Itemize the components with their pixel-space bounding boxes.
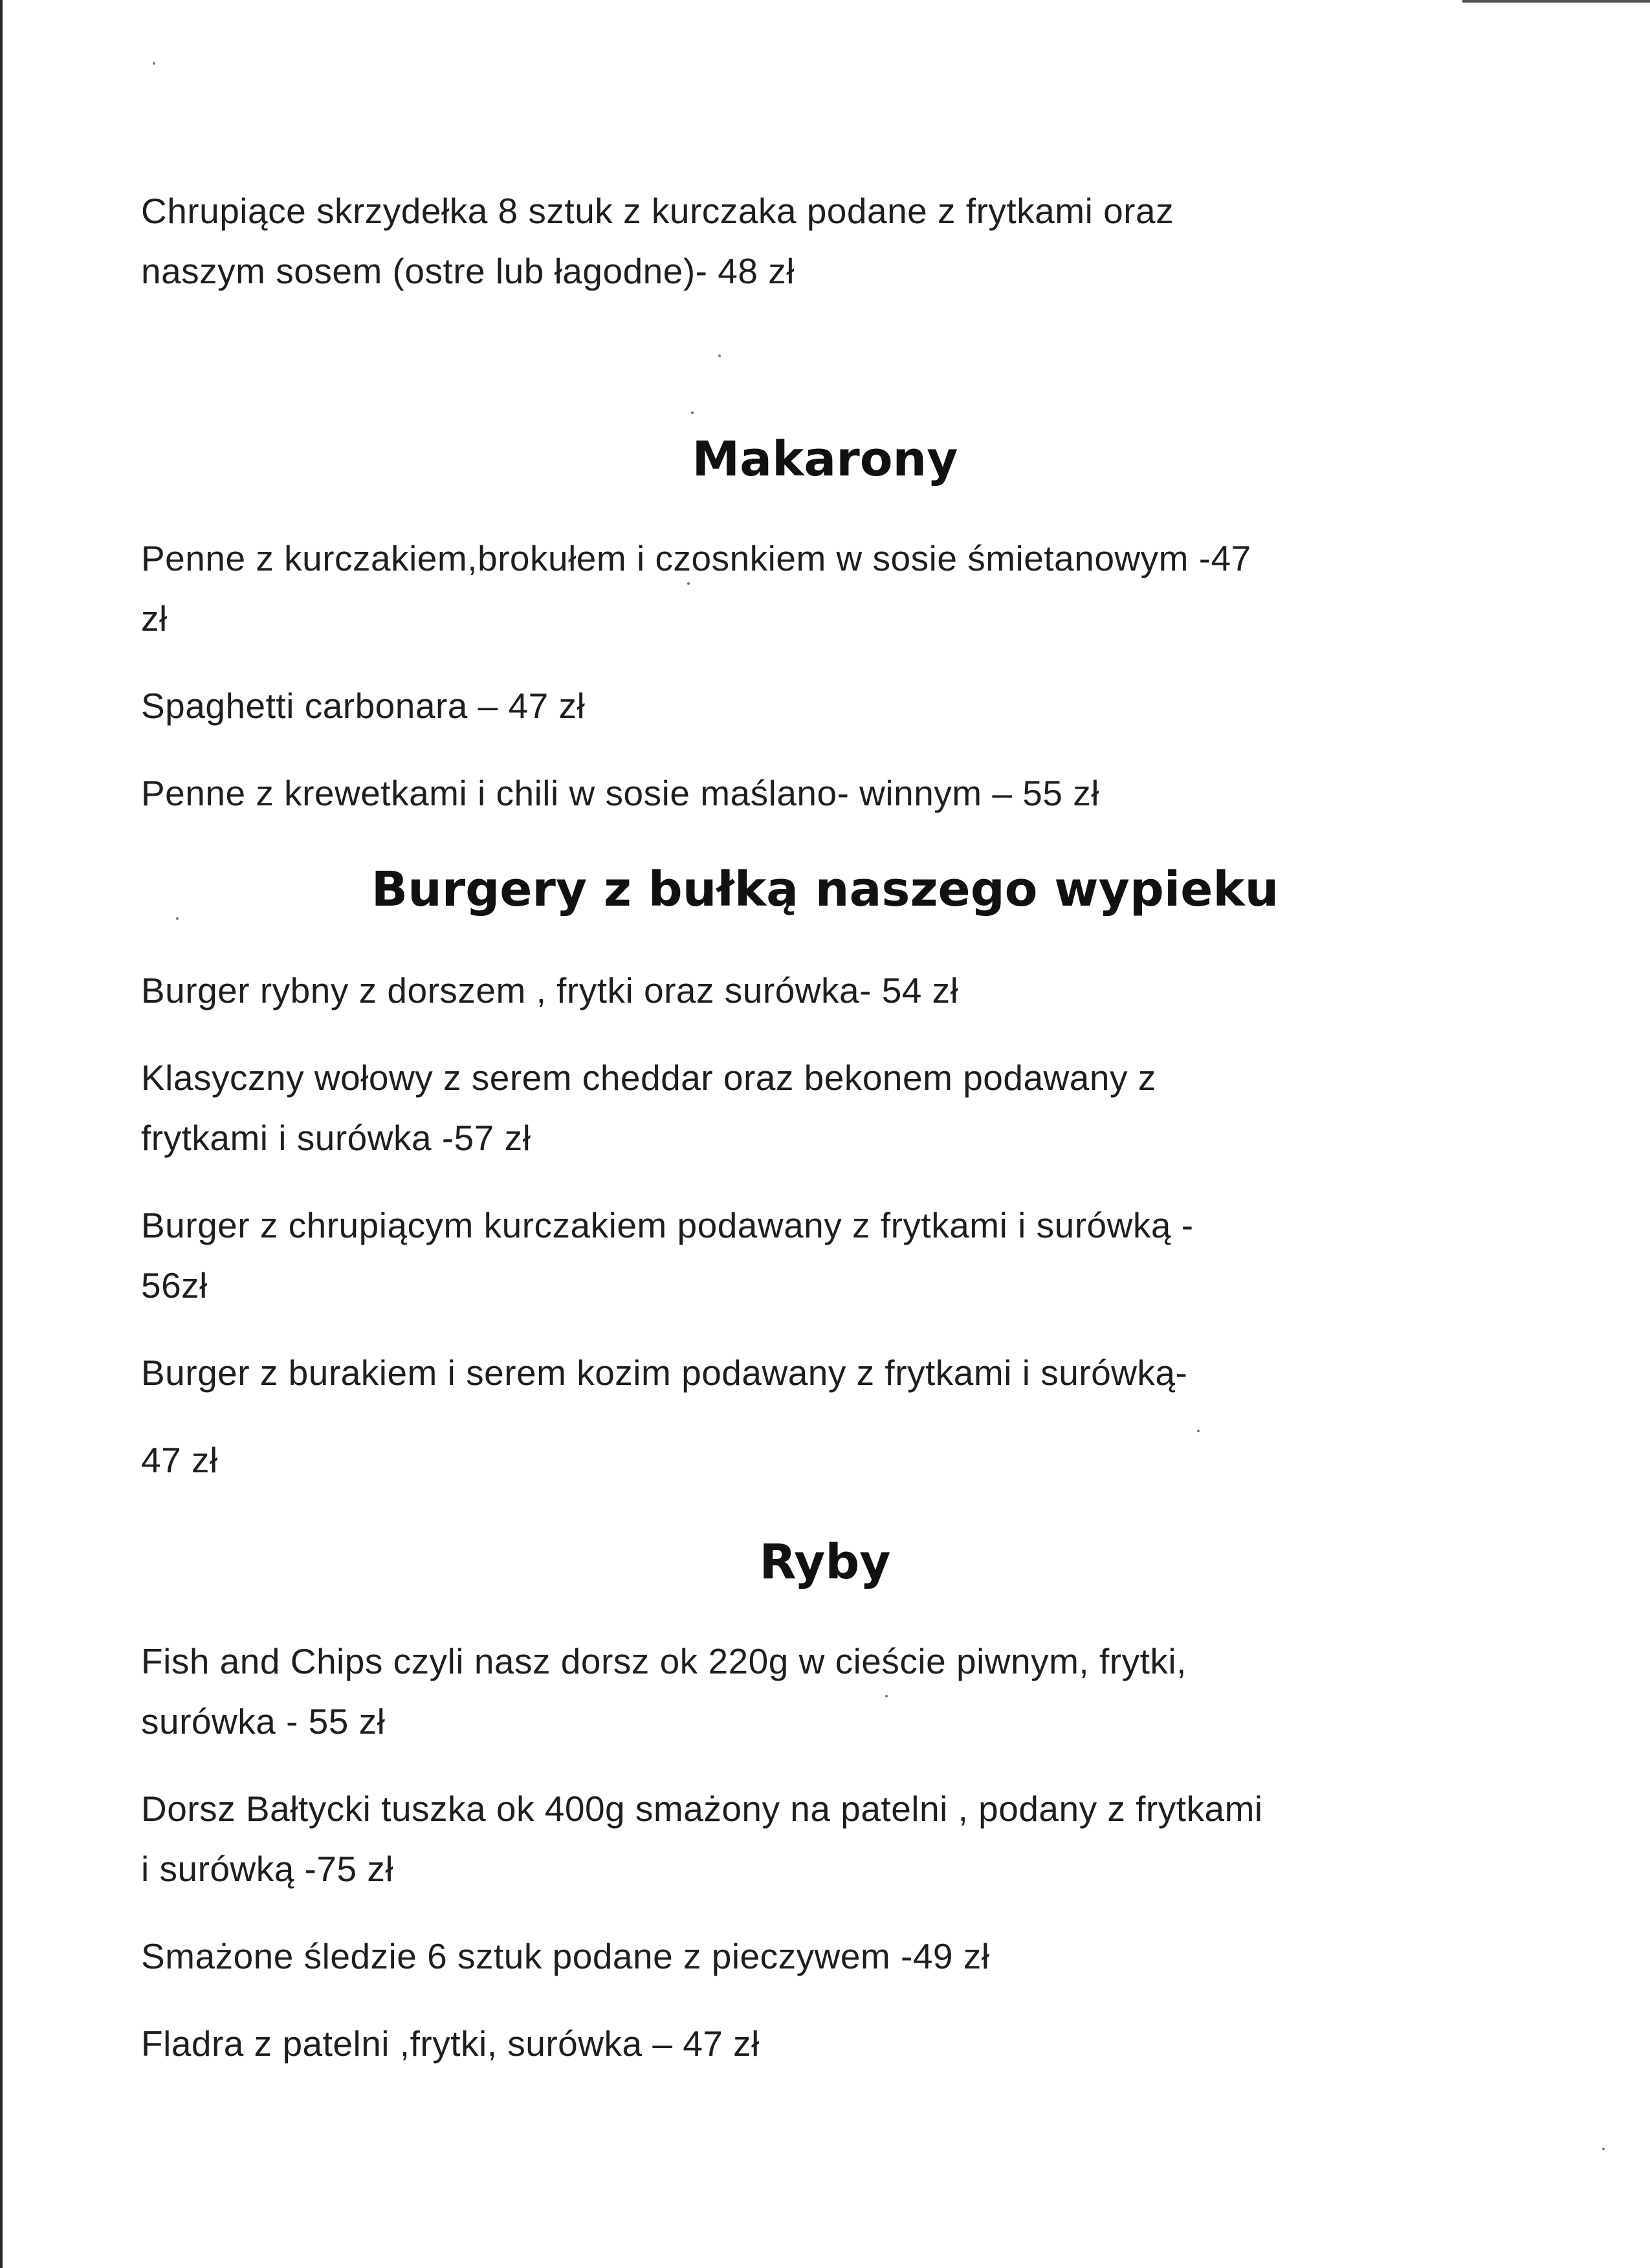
scan-speck	[718, 354, 721, 357]
scan-speck	[691, 411, 694, 414]
section-title-makarony: Makarony	[692, 431, 958, 487]
menu-item-line: Penne z krewetkami i chili w sosie maślano- winnym – 55 zł	[141, 773, 1099, 813]
menu-item-line: 56zł	[141, 1265, 208, 1305]
section-title-ryby: Ryby	[759, 1534, 891, 1590]
menu-item-line: 47 zł	[141, 1440, 218, 1480]
menu-item-line: Dorsz Bałtycki tuszka ok 400g smażony na patelni , podany z frytkami	[141, 1789, 1263, 1829]
menu-item-line: Smażone śledzie 6 sztuk podane z pieczywem -49 zł	[141, 1936, 990, 1976]
scan-speck	[1602, 2148, 1605, 2150]
menu-item-line: surówka - 55 zł	[141, 1701, 386, 1741]
menu-item-line: i surówką -75 zł	[141, 1849, 394, 1889]
scan-speck	[153, 62, 155, 65]
menu-item-line: Klasyczny wołowy z serem cheddar oraz bekonem podawany z	[141, 1058, 1156, 1098]
menu-item-line: Fish and Chips czyli nasz dorsz ok 220g w cieście piwnym, frytki,	[141, 1641, 1187, 1681]
menu-item-line: naszym sosem (ostre lub łagodne)- 48 zł	[141, 251, 795, 291]
menu-item-line: frytkami i surówka -57 zł	[141, 1118, 531, 1158]
section-title-burgery: Burgery z bułką naszego wypieku	[371, 862, 1279, 917]
menu-item-line: zł	[141, 598, 168, 638]
menu-item-line: Burger rybny z dorszem , frytki oraz surówka- 54 zł	[141, 970, 959, 1010]
menu-item-line: Fladra z patelni ,frytki, surówka – 47 zł	[141, 2023, 760, 2064]
menu-item-line: Chrupiące skrzydełka 8 sztuk z kurczaka podane z frytkami oraz	[141, 191, 1174, 231]
menu-item-line: Burger z chrupiącym kurczakiem podawany z frytkami i surówką -	[141, 1205, 1194, 1245]
scan-edge-top	[1462, 0, 1650, 3]
menu-item-line: Penne z kurczakiem,brokułem i czosnkiem w sosie śmietanowym -47	[141, 538, 1251, 578]
menu-item-line: Spaghetti carbonara – 47 zł	[141, 686, 586, 726]
menu-item-line: Burger z burakiem i serem kozim podawany z frytkami i surówką-	[141, 1353, 1188, 1393]
scan-edge-left	[0, 0, 3, 2268]
